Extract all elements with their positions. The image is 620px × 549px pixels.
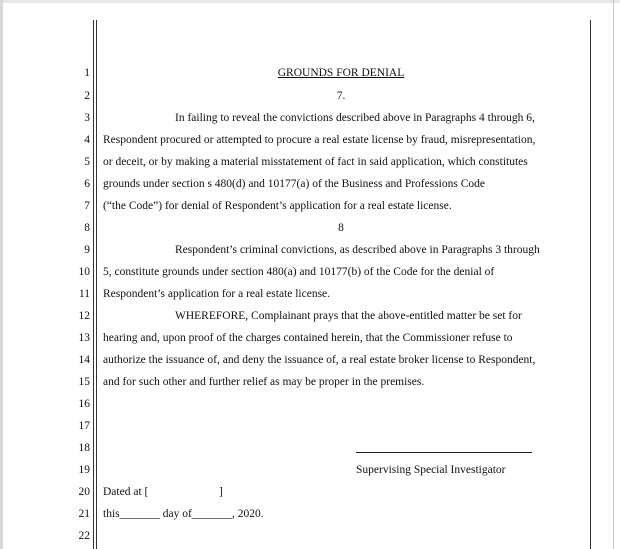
signature-line xyxy=(356,452,532,453)
line-number: 9 xyxy=(84,244,90,256)
paragraph-8-line: 5, constitute grounds under section 480(a) and 10177(b) of the Code for the denial of xyxy=(103,266,495,278)
paragraph-8-line: Respondent’s application for a real estate license. xyxy=(103,288,331,300)
page-left-edge xyxy=(0,0,3,549)
line-number: 6 xyxy=(84,178,90,190)
line-number: 10 xyxy=(78,266,90,278)
wherefore-line: WHEREFORE, Complainant prays that the above-entitled matter be set for xyxy=(175,310,522,322)
left-margin-rule xyxy=(93,20,94,549)
dated-at-bracket-close: ] xyxy=(219,486,223,498)
wherefore-line: hearing and, upon proof of the charges contained herein, that the Commissioner refuse to xyxy=(103,332,513,344)
paragraph-number-7: 7. xyxy=(336,90,346,102)
paragraph-number-8: 8 xyxy=(338,222,344,234)
line-number: 18 xyxy=(78,442,90,454)
line-number: 11 xyxy=(78,288,90,300)
paragraph-7-line: Respondent procured or attempted to procure a real estate license by fraud, misrepresentation, xyxy=(103,134,536,146)
line-number: 1 xyxy=(84,67,90,79)
paragraph-7-line: (“the Code”) for denial of Respondent’s application for a real estate license. xyxy=(103,200,452,212)
paragraph-7-line: In failing to reveal the convictions described above in Paragraphs 4 through 6, xyxy=(175,112,535,124)
line-number: 17 xyxy=(78,420,90,432)
line-number: 21 xyxy=(78,508,90,520)
right-margin-rule xyxy=(590,20,591,549)
line-number: 16 xyxy=(78,398,90,410)
page-top-edge xyxy=(0,0,620,3)
line-number: 14 xyxy=(78,354,90,366)
paragraph-7-line: grounds under section s 480(d) and 10177(a) of the Business and Professions Code xyxy=(103,178,485,190)
paragraph-8-line: Respondent’s criminal convictions, as described above in Paragraphs 3 through xyxy=(175,244,540,256)
line-number: 22 xyxy=(78,530,90,542)
dated-at-label: Dated at [ xyxy=(103,486,149,498)
line-number: 4 xyxy=(84,134,90,146)
line-number: 15 xyxy=(78,376,90,388)
line-number: 5 xyxy=(84,156,90,168)
wherefore-line: authorize the issuance of, and deny the issuance of, a real estate broker license to Respondent, xyxy=(103,354,536,366)
line-number: 12 xyxy=(78,310,90,322)
line-number: 3 xyxy=(84,112,90,124)
line-number: 13 xyxy=(78,332,90,344)
wherefore-line: and for such other and further relief as may be proper in the premises. xyxy=(103,376,425,388)
line-number: 20 xyxy=(78,486,90,498)
page-right-edge xyxy=(613,0,614,549)
date-line: this_______ day of_______, 2020. xyxy=(103,508,264,520)
paragraph-7-line: or deceit, or by making a material misstatement of fact in said application, which constitutes xyxy=(103,156,528,168)
line-number: 2 xyxy=(84,90,90,102)
section-heading: GROUNDS FOR DENIAL xyxy=(277,67,405,79)
line-number: 7 xyxy=(84,200,90,212)
line-number: 19 xyxy=(78,464,90,476)
line-number: 8 xyxy=(84,222,90,234)
signature-title: Supervising Special Investigator xyxy=(356,464,506,476)
